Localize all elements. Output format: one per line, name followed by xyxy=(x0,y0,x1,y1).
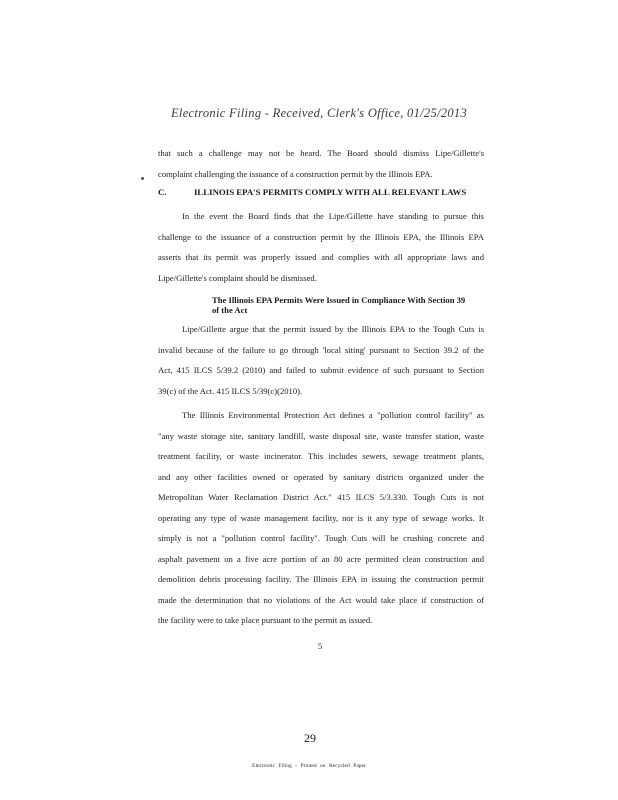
section-title: ILLINOIS EPA'S PERMITS COMPLY WITH ALL RELEVANT LAWS xyxy=(194,187,467,197)
subheading-line: of the Act xyxy=(212,305,248,315)
bates-number: 29 xyxy=(304,731,316,745)
text-line: the facility were to take place pursuant to the permit as issued. xyxy=(158,615,373,625)
text-line: simply is not a "pollution control facility". Tough Cuts will be crushing concrete and xyxy=(158,533,484,543)
text-line: Lipe/Gillette argue that the permit issued by the Illinois EPA to the Tough Cuts is xyxy=(182,324,484,334)
text-line: The Illinois Environmental Protection Act defines a "pollution control facility" as xyxy=(182,410,484,420)
text-line: demolition debris processing facility. The Illinois EPA in issuing the construction permit xyxy=(158,574,484,584)
text-line: "any waste storage site, sanitary landfill, waste disposal site, waste transfer station, waste xyxy=(158,430,484,441)
section-letter: C. xyxy=(158,187,167,197)
text-line: Act, 415 ILCS 5/39.2 (2010) and failed to submit evidence of such pursuant to Section xyxy=(158,365,484,375)
text-line: operating any type of waste management facility, nor is it any type of sewage works. It xyxy=(158,512,484,523)
text-line: asserts that its permit was properly issued and complies with all appropriate laws and xyxy=(158,252,484,262)
text-line: challenge to the issuance of a construction permit by the Illinois EPA, the Illinois EPA xyxy=(158,231,484,242)
text-line: complaint challenging the issuance of a construction permit by the Illinois EPA. xyxy=(158,168,433,179)
text-line: In the event the Board finds that the Lipe/Gillette have standing to pursue this xyxy=(182,211,484,221)
filing-stamp-header: Electronic Filing - Received, Clerk's Office, 01/25/2013 xyxy=(170,106,467,120)
text-line: treatment facility, or waste incinerator. This includes sewers, sewage treatment plants, xyxy=(158,451,484,461)
text-line: Metropolitan Water Reclamation District Act." 415 ILCS 5/3.330. Tough Cuts is not xyxy=(158,492,484,502)
text-line: that such a challenge may not be heard. The Board should dismiss Lipe/Gillette's xyxy=(158,148,484,158)
text-line: Lipe/Gillette's complaint should be dismissed. xyxy=(158,272,317,283)
text-line: asphalt pavement on a five acre portion of an 80 acre permitted clean construction and xyxy=(158,553,484,564)
paragraph-siting xyxy=(158,319,484,401)
paragraph-definition xyxy=(158,405,484,631)
text-line: made the determination that no violations of the Act would take place if construction of xyxy=(158,594,484,605)
page-number: 5 xyxy=(317,641,323,651)
subheading-line: The Illinois EPA Permits Were Issued in Compliance With Section 39 xyxy=(212,295,466,305)
text-line: and any other facilities owned or operated by sanitary districts organized under the xyxy=(158,471,484,482)
footer-filing-note: Electronic Filing - Printed on Recycled Paper xyxy=(252,763,366,769)
paragraph-standing xyxy=(158,206,484,288)
section-heading-c xyxy=(158,187,488,197)
text-line: 39(c) of the Act. 415 ILCS 5/39(c)(2010). xyxy=(158,385,303,396)
intro-paragraph xyxy=(158,143,484,184)
margin-mark xyxy=(141,177,144,180)
text-line: invalid because of the failure to go through 'local siting' pursuant to Section 39.2 of the xyxy=(158,344,484,355)
subsection-heading xyxy=(212,295,484,315)
